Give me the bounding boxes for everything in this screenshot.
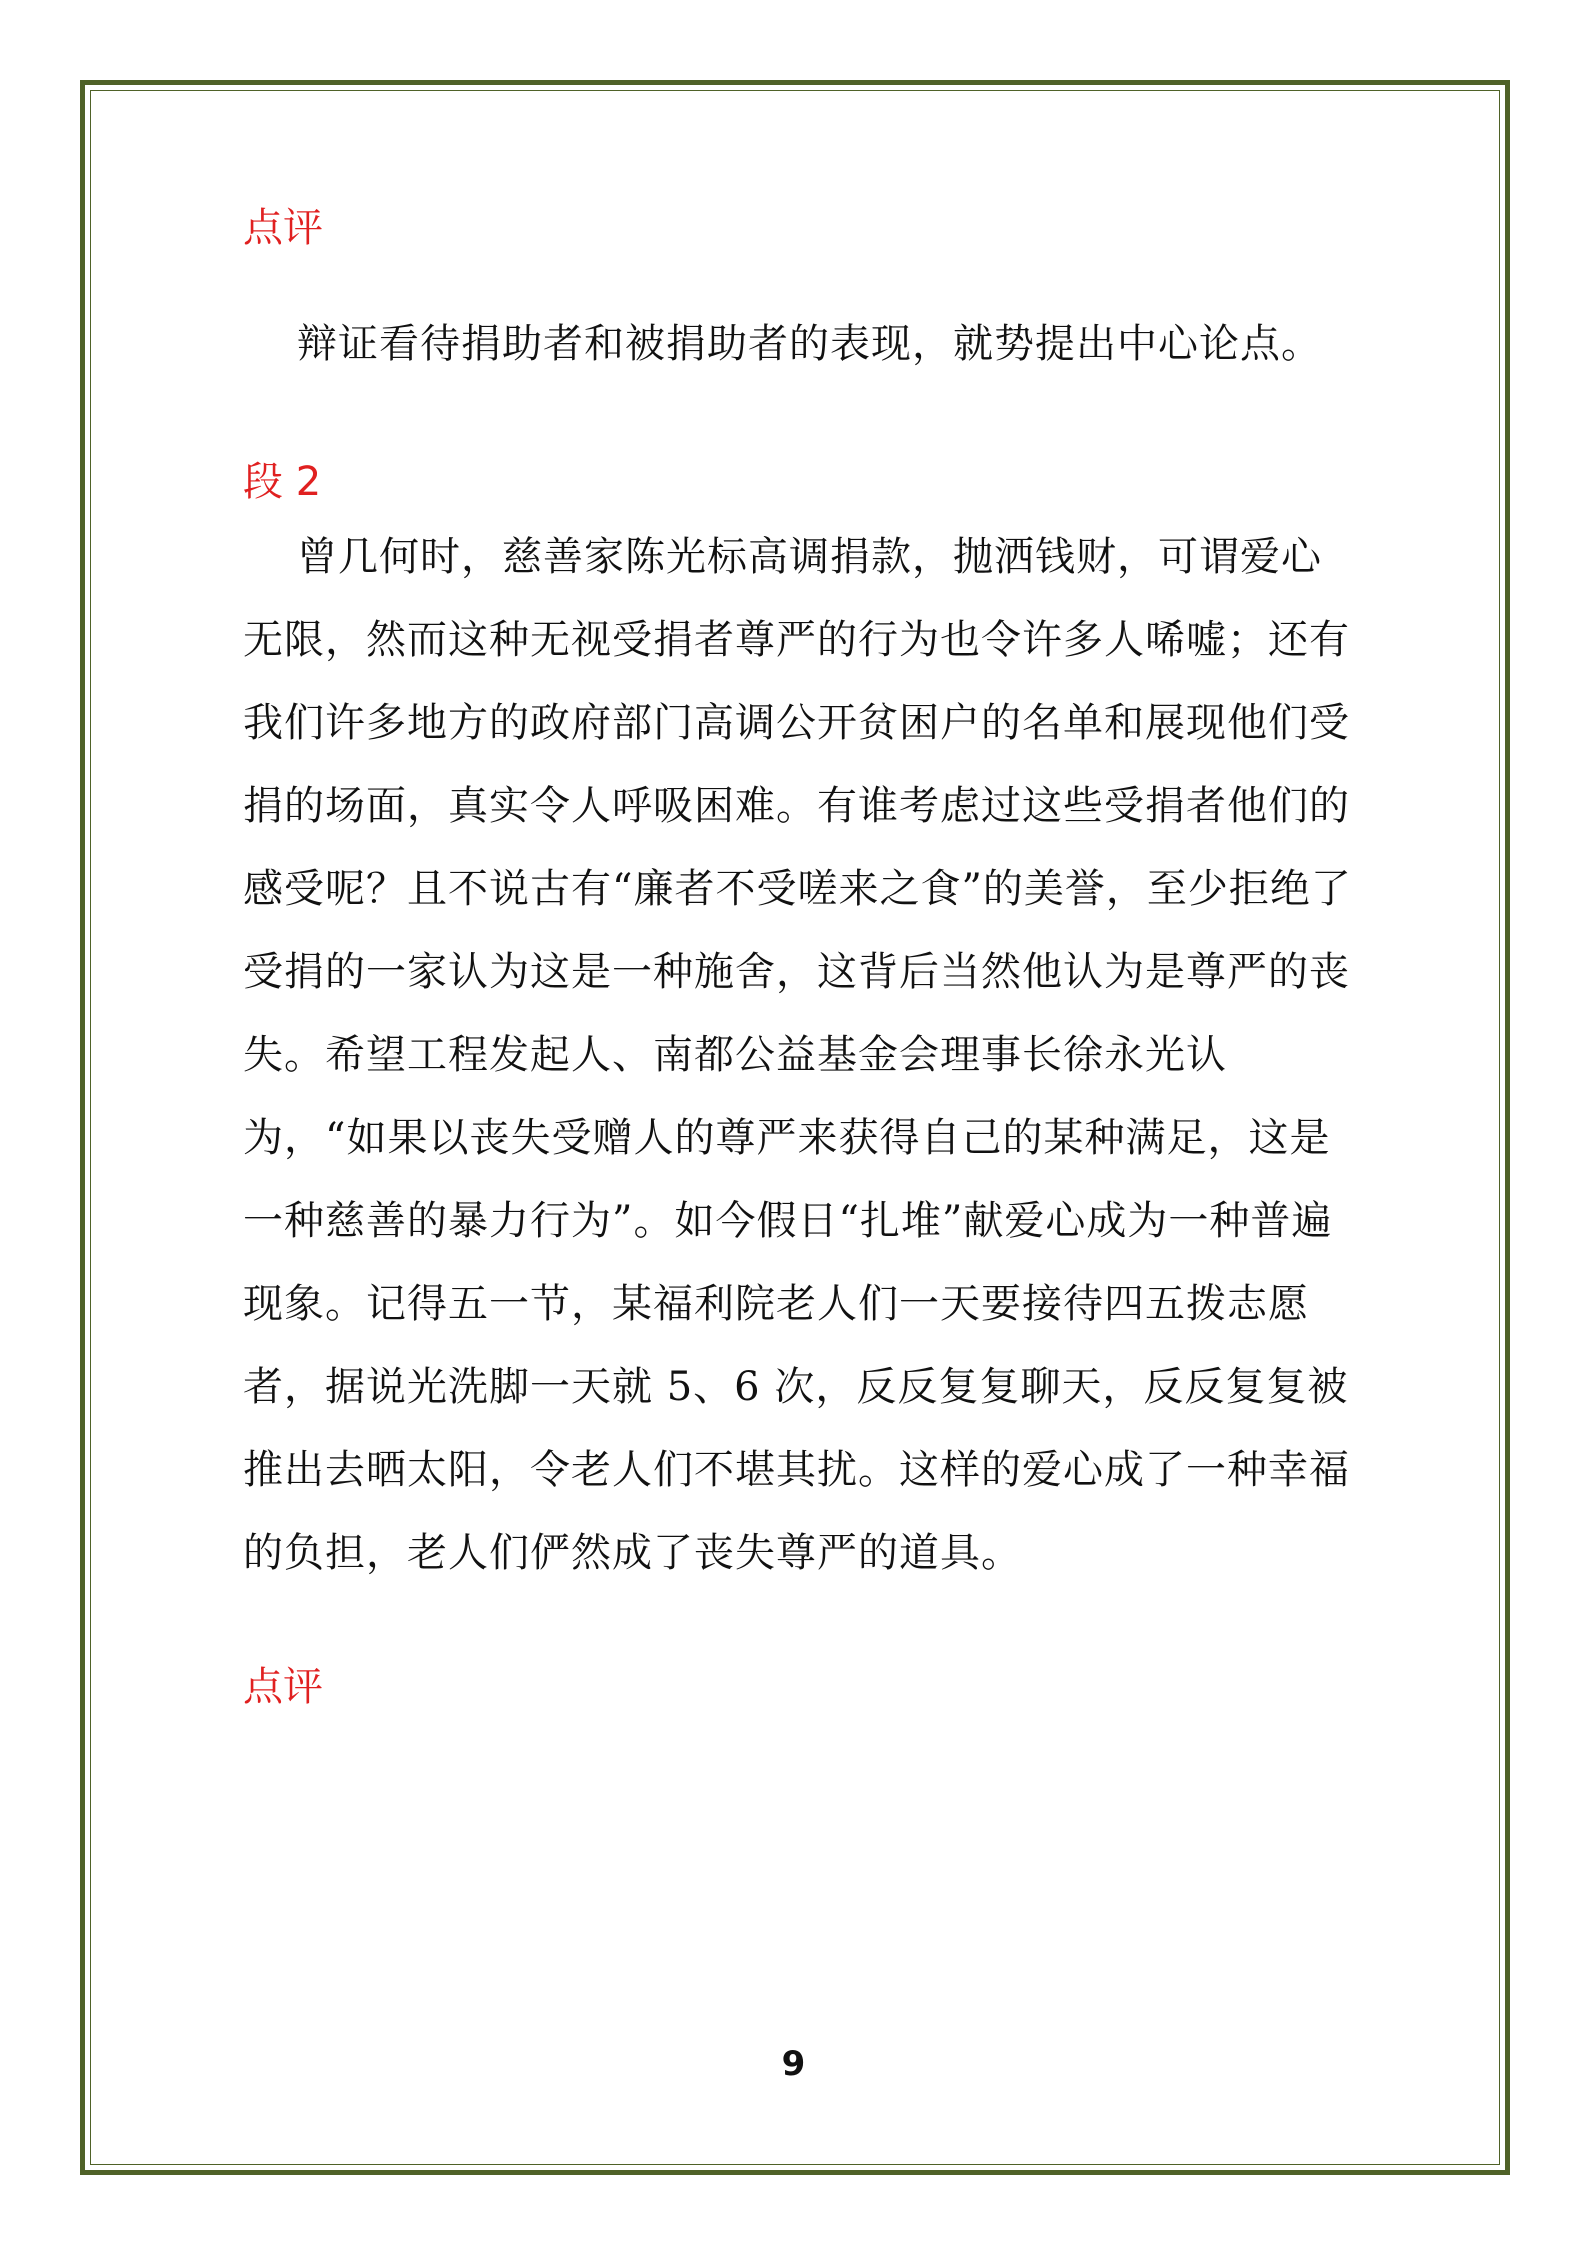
comment-text-1: 辩证看待捐助者和被捐助者的表现，就势提出中心论点。: [297, 321, 1322, 367]
paragraph-2-text: 曾几何时，慈善家陈光标高调捐款，抛洒钱财，可谓爱心无限，然而这种无视受捐者尊严的行为也令许多人唏嘘；还有我们许多地方的政府部门高调公开贫困户的名单和展现他们受捐的场面，真实令人呼吸困难。有谁考虑过这些受捐者他们的感受呢？且不说古有“廉者不受嗟来之食”的美誉，至少拒绝了受捐的一家认为这是一种施舍，这背后当然他认为是尊严的丧失。希望工程发起人、南都公益基金会理事长徐永光认为，“如果以丧失受赠人的尊严来获得自己的某种满足，这是一种慈善的暴力行为”。如今假日“扎堆”献爱心成为一种普遍现象。记得五一节，某福利院老人们一天要接待四五拨志愿者，据说光洗脚一天就 5、6 次，反反复复聊天，反反复复被推出去晒太阳，令老人们不堪其扰。这样的爱心成了一种幸福的负担，老人们俨然成了丧失尊严的道具。: [243, 534, 1352, 1576]
page-number: 9: [781, 2044, 806, 2084]
section-heading-comment-2: 点评: [243, 1664, 323, 1710]
document-body: [243, 200, 1359, 1715]
section-heading-paragraph-2: 段 2: [243, 459, 322, 505]
section-heading-comment-1: 点评: [243, 205, 323, 251]
